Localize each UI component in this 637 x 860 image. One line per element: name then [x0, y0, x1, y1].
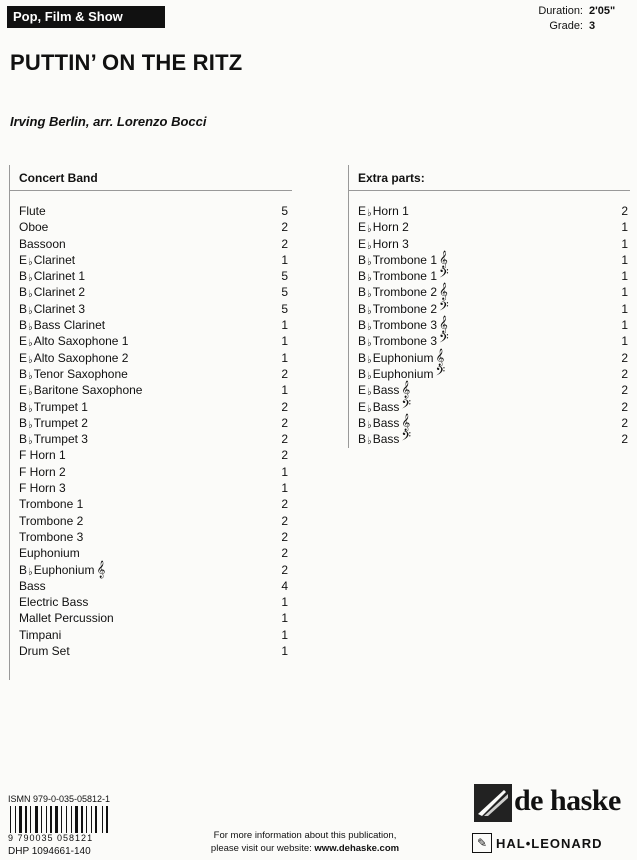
treble-clef-icon: 𝄞	[439, 250, 448, 268]
flat-icon: ♭	[367, 208, 372, 219]
part-quantity: 4	[281, 578, 288, 593]
part-quantity: 2	[621, 432, 628, 447]
part-quantity: 1	[621, 252, 628, 267]
part-quantity: 1	[621, 220, 628, 235]
website-link[interactable]: www.dehaske.com	[314, 843, 400, 854]
flat-icon: ♭	[28, 289, 33, 301]
part-quantity: 2	[621, 399, 628, 414]
ismn-number: ISMN 979-0-035-05812-1	[8, 794, 111, 804]
info-line-2: please visit our website:	[210, 843, 312, 854]
concert-band-item	[19, 431, 288, 447]
duration-label: Duration:	[538, 5, 583, 17]
instrument-name: Mallet Percussion	[19, 611, 114, 626]
bass-clef-icon: 𝄢	[439, 299, 449, 317]
part-quantity: 2	[621, 415, 628, 430]
flat-icon: ♭	[367, 240, 372, 252]
key-prefix: B	[19, 399, 28, 414]
instrument-name: Alto Saxophone 2	[33, 350, 129, 365]
flat-icon: ♭	[28, 354, 33, 366]
instrument-name: Horn 1	[372, 204, 409, 218]
concert-band-item	[19, 333, 288, 349]
bass-clef-icon: 𝄢	[435, 364, 446, 382]
part-quantity: 2	[281, 546, 288, 561]
concert-band-item	[19, 529, 288, 545]
extra-part-item	[358, 301, 628, 317]
hal-leonard-icon: ✎	[472, 833, 492, 853]
part-quantity: 2	[281, 562, 288, 577]
flat-icon: ♭	[28, 305, 33, 317]
key-prefix: E	[19, 350, 28, 365]
concert-band-item	[19, 562, 288, 578]
instrument-name: Trombone 3	[19, 529, 84, 544]
flat-icon: ♭	[28, 436, 33, 448]
key-prefix: B	[358, 252, 367, 267]
flat-icon: ♭	[367, 419, 372, 431]
part-quantity: 1	[281, 334, 288, 349]
instrument-name: Trumpet 2	[33, 415, 88, 430]
extra-parts-list	[358, 203, 628, 447]
instrument-name: Trumpet 3	[33, 432, 88, 447]
flat-icon: ♭	[367, 256, 372, 268]
instrument-name: Clarinet 2	[33, 285, 86, 300]
instrument-name: F Horn 3	[19, 481, 66, 496]
part-quantity: 2	[281, 415, 288, 430]
flat-icon: ♭	[367, 322, 372, 334]
extra-part-item	[358, 268, 628, 284]
flat-icon: ♭	[367, 387, 372, 399]
concert-band-item	[19, 545, 288, 561]
flat-icon: ♭	[28, 566, 33, 578]
extra-part-item	[358, 382, 628, 398]
publisher-logo-text: de haske	[514, 784, 621, 817]
grade-label: Grade:	[549, 20, 583, 32]
key-prefix: B	[358, 432, 367, 447]
flat-icon: ♭	[28, 370, 33, 382]
part-quantity: 1	[281, 464, 288, 479]
part-quantity: 2	[281, 399, 288, 414]
hal-leonard-text: HAL•LEONARD	[496, 835, 603, 851]
instrument-name: Horn 2	[372, 220, 409, 235]
grade-value: 3	[589, 20, 596, 32]
left-column-border	[9, 165, 10, 680]
flat-icon: ♭	[28, 256, 33, 268]
key-prefix: B	[358, 285, 367, 300]
flat-icon: ♭	[367, 338, 372, 350]
key-prefix: B	[19, 562, 28, 577]
part-quantity: 5	[281, 204, 288, 218]
concert-band-item	[19, 301, 288, 317]
instrument-name: Trombone 3	[372, 334, 437, 349]
right-column-border	[348, 165, 349, 448]
instrument-name: Drum Set	[19, 644, 70, 659]
extra-part-item	[358, 236, 628, 252]
catalog-number: DHP 1094661-140	[8, 846, 91, 857]
concert-band-item	[19, 627, 288, 643]
key-prefix: E	[358, 204, 367, 218]
part-quantity: 1	[281, 318, 288, 333]
part-quantity: 1	[621, 318, 628, 333]
key-prefix: B	[19, 301, 28, 316]
flat-icon: ♭	[28, 419, 33, 431]
concert-band-item	[19, 464, 288, 480]
treble-clef-icon: 𝄞	[439, 316, 448, 334]
concert-band-item	[19, 268, 288, 284]
concert-band-item	[19, 252, 288, 268]
barcode-digits: 9 790035 058121	[8, 833, 94, 843]
instrument-name: Euphonium	[372, 366, 434, 381]
key-prefix: E	[358, 383, 367, 398]
instrument-name: Euphonium	[372, 350, 434, 365]
treble-clef-icon: 𝄞	[401, 413, 411, 431]
part-quantity: 5	[281, 269, 288, 284]
extra-part-item	[358, 350, 628, 366]
instrument-name: Bassoon	[19, 236, 66, 251]
key-prefix: B	[19, 318, 28, 333]
instrument-name: Oboe	[19, 220, 49, 235]
extra-part-item	[358, 252, 628, 268]
flat-icon: ♭	[367, 403, 372, 415]
instrument-name: Flute	[19, 204, 46, 218]
flat-icon: ♭	[367, 305, 372, 317]
extra-part-item	[358, 203, 628, 219]
instrument-name: Euphonium	[19, 546, 80, 561]
extra-part-item	[358, 399, 628, 415]
flat-icon: ♭	[367, 354, 372, 366]
duration-value: 2'05"	[589, 5, 616, 17]
instrument-name: Trombone 1	[19, 497, 84, 512]
part-quantity: 2	[281, 366, 288, 381]
bass-clef-icon: 𝄢	[401, 430, 412, 448]
concert-band-item	[19, 366, 288, 382]
part-quantity: 2	[281, 432, 288, 447]
key-prefix: B	[358, 301, 367, 316]
instrument-name: Trombone 2	[372, 285, 437, 300]
flat-icon: ♭	[28, 403, 33, 415]
key-prefix: E	[358, 399, 367, 414]
part-quantity: 2	[621, 383, 628, 398]
instrument-name: Bass	[372, 399, 400, 414]
key-prefix: E	[358, 220, 367, 235]
treble-clef-icon: 𝄞	[435, 348, 445, 366]
key-prefix: B	[358, 350, 367, 365]
key-prefix: B	[358, 269, 367, 284]
bass-clef-icon: 𝄢	[439, 332, 449, 350]
instrument-name: Bass Clarinet	[33, 318, 106, 333]
part-quantity: 2	[281, 236, 288, 251]
instrument-name: Bass	[372, 415, 400, 430]
flat-icon: ♭	[28, 387, 33, 399]
extra-part-item	[358, 366, 628, 382]
piece-meta	[515, 4, 630, 34]
flat-icon: ♭	[28, 322, 33, 334]
key-prefix: B	[19, 285, 28, 300]
key-prefix: B	[358, 334, 367, 349]
concert-band-item	[19, 284, 288, 300]
composer-credit: Irving Berlin, arr. Lorenzo Bocci	[10, 114, 207, 129]
instrument-name: Trombone 2	[19, 513, 84, 528]
part-quantity: 2	[621, 204, 628, 218]
flat-icon: ♭	[367, 370, 372, 382]
barcode	[10, 806, 120, 833]
info-line-1: For more information about this publication,	[213, 830, 397, 841]
concert-band-item	[19, 236, 288, 252]
bass-clef-icon: 𝄢	[401, 397, 412, 415]
part-quantity: 2	[281, 513, 288, 528]
concert-band-item	[19, 578, 288, 594]
concert-band-item	[19, 382, 288, 398]
part-quantity: 2	[281, 448, 288, 463]
part-quantity: 1	[621, 334, 628, 349]
hal-leonard-logo	[472, 833, 632, 853]
flat-icon: ♭	[367, 273, 372, 285]
instrument-name: F Horn 2	[19, 464, 66, 479]
extra-part-item	[358, 317, 628, 333]
instrument-name: Tenor Saxophone	[33, 366, 128, 381]
instrument-name: Trombone 1	[372, 252, 437, 267]
instrument-name: Alto Saxophone 1	[33, 334, 129, 349]
part-quantity: 1	[621, 285, 628, 300]
concert-band-item	[19, 350, 288, 366]
extra-parts-heading: Extra parts:	[358, 171, 425, 185]
part-quantity: 2	[621, 350, 628, 365]
concert-band-item	[19, 415, 288, 431]
flat-icon: ♭	[28, 273, 33, 285]
part-quantity: 1	[281, 611, 288, 626]
part-quantity: 1	[621, 236, 628, 251]
key-prefix: E	[19, 334, 28, 349]
key-prefix: E	[19, 383, 28, 398]
concert-band-item	[19, 317, 288, 333]
instrument-name: F Horn 1	[19, 448, 66, 463]
instrument-name: Bass	[372, 432, 400, 447]
part-quantity: 2	[281, 529, 288, 544]
key-prefix: B	[358, 415, 367, 430]
dehaske-logo-icon	[474, 784, 512, 822]
instrument-name: Timpani	[19, 627, 62, 642]
instrument-name: Clarinet 1	[33, 269, 86, 284]
instrument-name: Electric Bass	[19, 595, 89, 610]
concert-band-item	[19, 594, 288, 610]
concert-band-item	[19, 496, 288, 512]
instrument-name: Trombone 3	[372, 318, 437, 333]
extra-part-item	[358, 219, 628, 235]
concert-band-item	[19, 203, 288, 219]
treble-clef-icon: 𝄞	[401, 381, 411, 399]
key-prefix: B	[358, 318, 367, 333]
right-heading-rule	[348, 190, 630, 191]
part-quantity: 1	[281, 481, 288, 496]
concert-band-heading: Concert Band	[19, 171, 98, 185]
instrument-name: Trombone 2	[372, 301, 437, 316]
part-quantity: 5	[281, 301, 288, 316]
key-prefix: B	[19, 366, 28, 381]
category-label: Pop, Film & Show	[7, 6, 165, 28]
extra-part-item	[358, 284, 628, 300]
instrument-name: Bass	[372, 383, 400, 398]
instrument-name: Clarinet	[33, 252, 76, 267]
concert-band-item	[19, 399, 288, 415]
key-prefix: B	[19, 432, 28, 447]
instrument-name: Bass	[19, 578, 46, 593]
concert-band-item	[19, 480, 288, 496]
flat-icon: ♭	[367, 289, 372, 301]
concert-band-list	[19, 203, 288, 659]
part-quantity: 1	[621, 269, 628, 284]
flat-icon: ♭	[367, 436, 372, 448]
instrument-name: Euphonium	[33, 562, 95, 577]
instrument-name: Trombone 1	[372, 269, 437, 284]
flat-icon: ♭	[28, 338, 33, 350]
key-prefix: E	[358, 236, 367, 251]
part-quantity: 2	[281, 220, 288, 235]
extra-part-item	[358, 333, 628, 349]
left-heading-rule	[9, 190, 292, 191]
concert-band-item	[19, 447, 288, 463]
part-quantity: 1	[281, 350, 288, 365]
key-prefix: B	[19, 269, 28, 284]
concert-band-item	[19, 643, 288, 659]
concert-band-item	[19, 513, 288, 529]
publication-info	[180, 829, 430, 855]
part-quantity: 1	[281, 252, 288, 267]
part-quantity: 5	[281, 285, 288, 300]
bass-clef-icon: 𝄢	[439, 267, 449, 285]
instrument-name: Clarinet 3	[33, 301, 86, 316]
concert-band-item	[19, 219, 288, 235]
instrument-name: Baritone Saxophone	[33, 383, 143, 398]
treble-clef-icon: 𝄞	[96, 560, 106, 578]
key-prefix: B	[358, 366, 367, 381]
extra-part-item	[358, 431, 628, 447]
part-quantity: 2	[621, 366, 628, 381]
treble-clef-icon: 𝄞	[439, 283, 448, 301]
part-quantity: 1	[281, 627, 288, 642]
instrument-name: Trumpet 1	[33, 399, 88, 414]
page-title: PUTTIN’ ON THE RITZ	[10, 50, 243, 75]
part-quantity: 1	[281, 383, 288, 398]
part-quantity: 1	[621, 301, 628, 316]
part-quantity: 1	[281, 644, 288, 659]
flat-icon: ♭	[367, 224, 372, 236]
extra-part-item	[358, 415, 628, 431]
part-quantity: 1	[281, 595, 288, 610]
concert-band-item	[19, 610, 288, 626]
key-prefix: E	[19, 252, 28, 267]
instrument-name: Horn 3	[372, 236, 409, 251]
part-quantity: 2	[281, 497, 288, 512]
key-prefix: B	[19, 415, 28, 430]
